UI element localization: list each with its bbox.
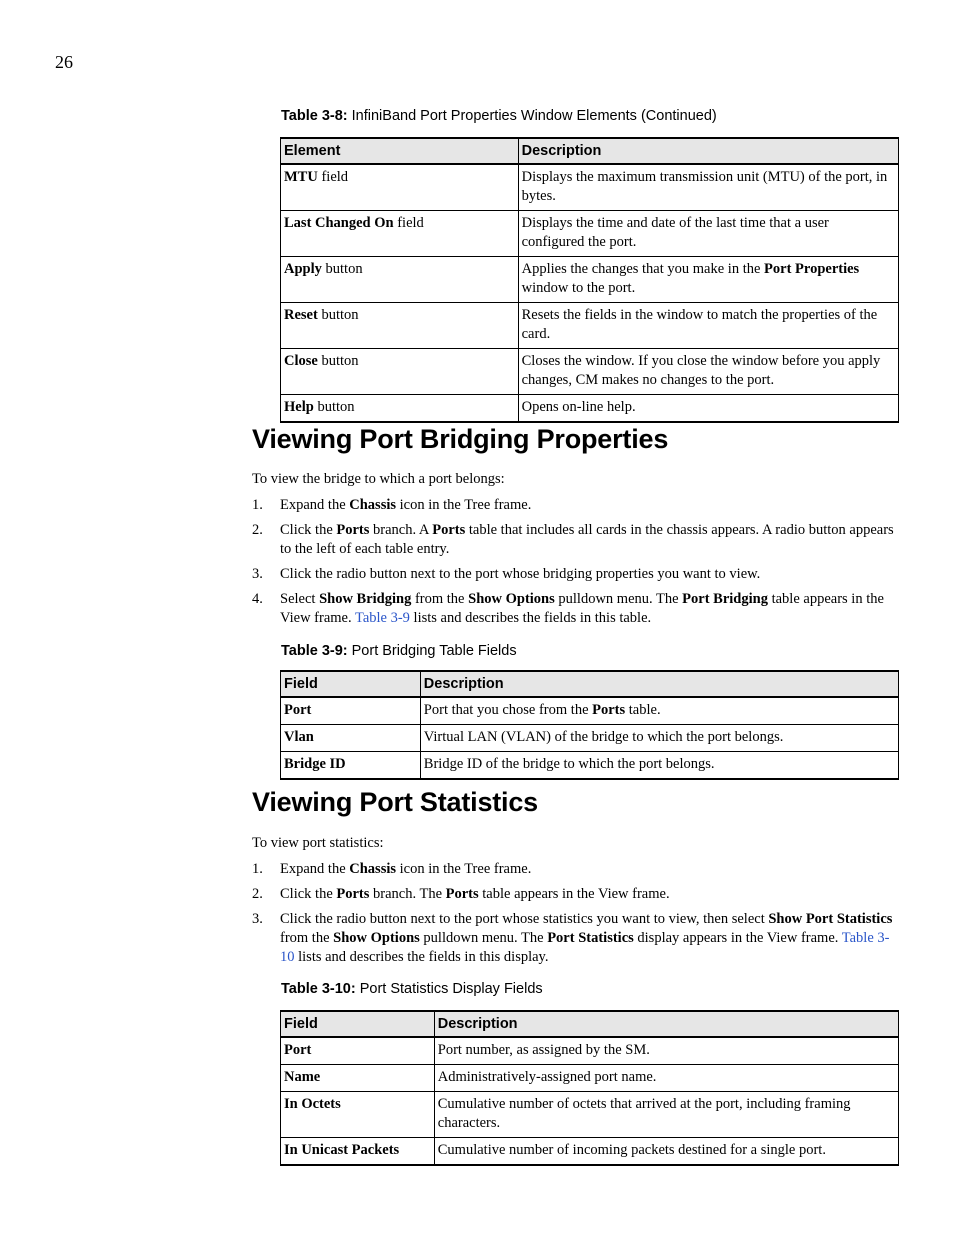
description-cell: Virtual LAN (VLAN) of the bridge to which the port belongs. — [420, 725, 898, 752]
table-header-row — [281, 138, 899, 164]
table-header-row — [281, 671, 899, 697]
table-row — [281, 164, 899, 211]
table-row — [281, 303, 899, 349]
list-item: 2. Click the Ports branch. The Ports table appears in the View frame. — [252, 886, 670, 902]
table-row — [281, 1037, 899, 1065]
list-item: 1. Expand the Chassis icon in the Tree frame. — [252, 497, 532, 513]
table-header-row — [281, 1011, 899, 1037]
description-cell: Applies the changes that you make in the Port Properties window to the port. — [518, 257, 898, 303]
table-3-10-caption: Table 3-10: Port Statistics Display Fields — [281, 981, 543, 997]
page-number: 26 — [55, 52, 73, 72]
field-cell: Port — [281, 697, 421, 725]
table-row — [281, 349, 899, 395]
column-header-description: Description — [518, 138, 898, 164]
table-row — [281, 1092, 899, 1138]
bridging-intro: To view the bridge to which a port belongs: — [252, 471, 505, 487]
table-row — [281, 211, 899, 257]
description-cell: Cumulative number of incoming packets destined for a single port. — [434, 1138, 898, 1166]
field-cell: Name — [281, 1065, 435, 1092]
description-cell: Displays the maximum transmission unit (MTU) of the port, in bytes. — [518, 164, 898, 211]
table-row — [281, 257, 899, 303]
list-item: 4. Select Show Bridging from the Show Options pulldown menu. The Port Bridging table appears in the View frame. Table 3-9 lists and describes the fields in this table. — [252, 591, 884, 626]
column-header-description: Description — [420, 671, 898, 697]
table-3-8-caption: Table 3-8: InfiniBand Port Properties Window Elements (Continued) — [281, 108, 717, 124]
list-item: 2. Click the Ports branch. A Ports table that includes all cards in the chassis appears. A radio button appears to the left of each table entry. — [252, 522, 894, 557]
column-header-element: Element — [281, 138, 519, 164]
table-row — [281, 1065, 899, 1092]
table-row — [281, 395, 899, 423]
description-cell: Port that you chose from the Ports table. — [420, 697, 898, 725]
table-row — [281, 725, 899, 752]
table-3-8 — [280, 137, 899, 423]
field-cell: Bridge ID — [281, 752, 421, 780]
description-cell: Cumulative number of octets that arrived at the port, including framing characters. — [434, 1092, 898, 1138]
list-item: 3. Click the radio button next to the port whose bridging properties you want to view. — [252, 566, 761, 582]
table-row — [281, 752, 899, 780]
description-cell: Opens on-line help. — [518, 395, 898, 423]
element-cell: Last Changed On field — [281, 211, 519, 257]
table-3-9-caption: Table 3-9: Port Bridging Table Fields — [281, 643, 517, 659]
description-cell: Administratively-assigned port name. — [434, 1065, 898, 1092]
table-3-9-link[interactable]: Table 3-9 — [354, 610, 410, 626]
element-cell: MTU field — [281, 164, 519, 211]
column-header-description: Description — [434, 1011, 898, 1037]
element-cell: Apply button — [281, 257, 519, 303]
field-cell: Vlan — [281, 725, 421, 752]
table-row — [281, 1138, 899, 1166]
table-row — [281, 697, 899, 725]
element-cell: Reset button — [281, 303, 519, 349]
statistics-steps — [252, 860, 898, 973]
list-item: 3. Click the radio button next to the port whose statistics you want to view, then select Show Port Statistics from the Show Options pulldown menu. The Port Statistics display appears in the View frame. Table 3-10 lists and describes the fields in this display. — [252, 911, 893, 965]
column-header-field: Field — [281, 671, 421, 697]
list-item: 1. Expand the Chassis icon in the Tree frame. — [252, 861, 532, 877]
section-heading-statistics: Viewing Port Statistics — [252, 787, 538, 817]
description-cell: Displays the time and date of the last time that a user configured the port. — [518, 211, 898, 257]
field-cell: Port — [281, 1037, 435, 1065]
column-header-field: Field — [281, 1011, 435, 1037]
table-3-10 — [280, 1010, 899, 1166]
description-cell: Port number, as assigned by the SM. — [434, 1037, 898, 1065]
element-cell: Close button — [281, 349, 519, 395]
statistics-intro: To view port statistics: — [252, 835, 384, 851]
section-heading-bridging: Viewing Port Bridging Properties — [252, 424, 669, 454]
table-3-10-link[interactable]: Table 3-10 — [280, 930, 890, 965]
field-cell: In Octets — [281, 1092, 435, 1138]
description-cell: Bridge ID of the bridge to which the port belongs. — [420, 752, 898, 780]
description-cell: Resets the fields in the window to match the properties of the card. — [518, 303, 898, 349]
element-cell: Help button — [281, 395, 519, 423]
bridging-steps — [252, 496, 898, 634]
description-cell: Closes the window. If you close the window before you apply changes, CM makes no changes to the port. — [518, 349, 898, 395]
table-3-9 — [280, 670, 899, 780]
field-cell: In Unicast Packets — [281, 1138, 435, 1166]
